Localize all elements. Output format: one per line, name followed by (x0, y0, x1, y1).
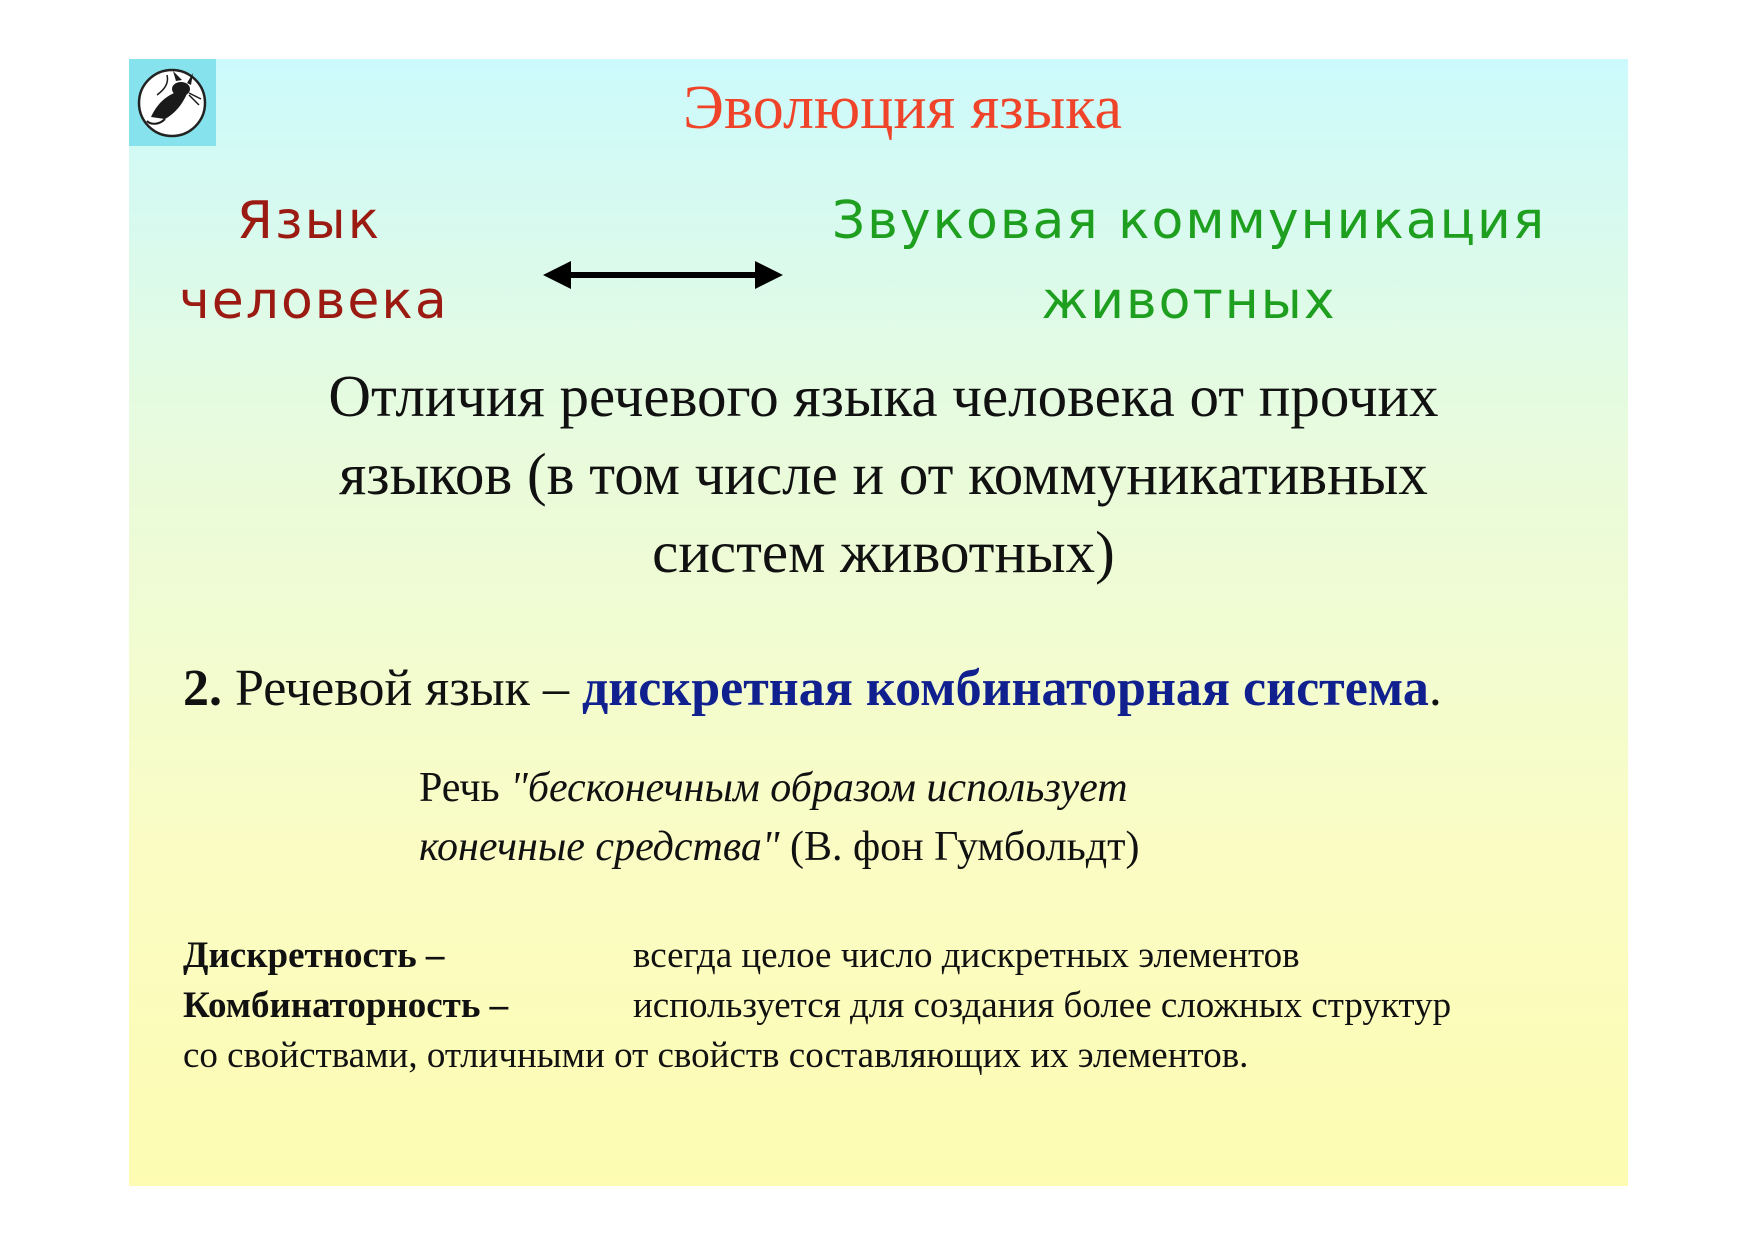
human-language-line1: Язык (236, 191, 382, 251)
definition-description: используется для создания более сложных структур (633, 985, 1452, 1026)
definition-term: Комбинаторность – (183, 985, 509, 1026)
section-heading (129, 357, 1628, 591)
quote-italic-line1: "бесконечным образом использует (510, 765, 1128, 811)
animal-communication-label (789, 181, 1589, 341)
animal-communication-line1: Звуковая коммуникация (831, 191, 1547, 251)
heading-line3: систем животных) (652, 519, 1115, 585)
slide-title: Эволюция языка (683, 74, 1122, 142)
point-text: Речевой язык – (235, 660, 569, 717)
heading-line1: Отличия речевого языка человека от прочих (328, 363, 1439, 429)
human-language-label (179, 181, 449, 341)
slide (129, 59, 1628, 1186)
quote-italic-line2: конечные средства" (419, 824, 780, 870)
quote-author: (В. фон Гумбольдт) (789, 824, 1140, 870)
definition-description: всегда целое число дискретных элементов (633, 935, 1300, 976)
definition-row (183, 931, 1603, 981)
definition-continuation: со свойствами, отличными от свойств составляющих их элементов. (183, 1035, 1249, 1076)
animal-communication-line2: животных (1041, 271, 1337, 331)
heading-line2: языков (в том числе и от коммуникативных (339, 441, 1428, 507)
definition-term: Дискретность – (183, 935, 445, 976)
definitions-block (183, 931, 1603, 1081)
quote-prefix: Речь (419, 765, 500, 811)
definition-row (183, 981, 1603, 1031)
point-statement (183, 659, 1442, 718)
point-highlight: дискретная комбинаторная система (581, 660, 1429, 717)
point-number: 2. (183, 660, 222, 717)
humboldt-quote (419, 759, 1140, 877)
point-end: . (1428, 660, 1442, 717)
human-language-line2: человека (179, 271, 449, 331)
double-arrow-icon (543, 257, 783, 298)
